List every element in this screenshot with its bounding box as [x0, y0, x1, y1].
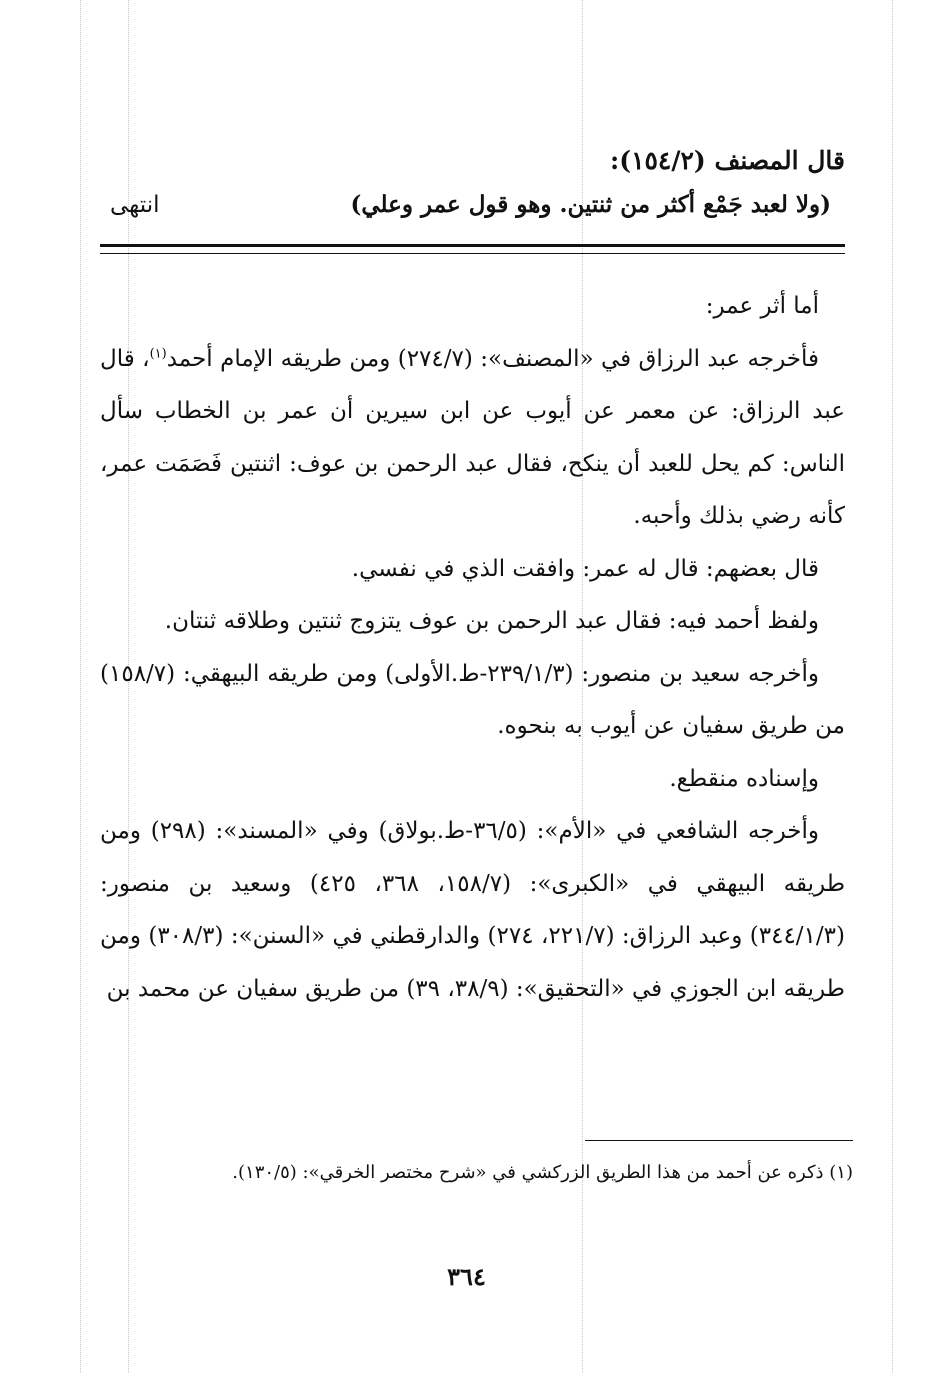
section-heading: قال المصنف (١٥٤/٢):	[610, 146, 845, 175]
paragraph: وأخرجه الشافعي في «الأم»: (٣٦/٥-ط.بولاق) وفي «المسند»: (٢٩٨) ومن طريقه البيهقي في «الكبرى»: (١٥٨/٧، ٣٦٨، ٤٢٥) وسعيد بن منصور: (٣٤٤/١/٣) وعبد الرزاق: (٢٢١/٧، ٢٧٤) والدارقطني في «السنن»: (٣٠٨/٣) ومن طريقه ابن الجوزي في «التحقيق»: (٣٨/٩، ٣٩) من طريق سفيان عن محمد بن	[100, 818, 846, 1002]
body-text	[100, 280, 845, 1015]
quote-end-marker: انتهى	[110, 192, 160, 218]
footnote-divider	[585, 1140, 853, 1141]
page-content	[100, 140, 845, 1015]
paragraph: ولفظ أحمد فيه: فقال عبد الرحمن بن عوف يتزوج ثنتين وطلاقه ثنتان.	[164, 608, 819, 634]
scan-artifact-line	[892, 0, 893, 1373]
paragraph: أما أثر عمر:	[705, 293, 819, 319]
footnote-marker[interactable]: (١)	[149, 345, 167, 361]
paragraph-text: ، قال عبد الرزاق: عن معمر عن أيوب عن ابن سيرين أن عمر بن الخطاب سأل الناس: كم يحل للعبد أن ينكح، فقال عبد الرحمن بن عوف: اثنتين فَصَمَت عمر، كأنه رضي بذلك وأحبه.	[100, 345, 845, 529]
paragraph-text: فأخرجه عبد الرزاق في «المصنف»: (٢٧٤/٧) ومن طريقه الإمام أحمد	[166, 345, 820, 372]
footnote: (١) ذكره عن أحمد من هذا الطريق الزركشي في «شرح مختصر الخرقي»: (١٣٠/٥).	[232, 1162, 853, 1183]
header-divider	[100, 244, 845, 254]
paragraph: وأخرجه سعيد بن منصور: (٢٣٩/١/٣-ط.الأولى) ومن طريقه البيهقي: (١٥٨/٧) من طريق سفيان عن أيوب به بنحوه.	[100, 660, 845, 739]
quoted-text-row	[100, 182, 845, 228]
scan-artifact-line	[80, 0, 81, 1373]
paragraph: وإسناده منقطع.	[669, 765, 819, 792]
paragraph	[100, 333, 845, 543]
quoted-text: (ولا لعبد جَمْع أكثر من ثنتين. وهو قول عمر وعلي)	[350, 191, 831, 218]
page-number: ٣٦٤	[447, 1262, 486, 1291]
paragraph: قال بعضهم: قال له عمر: وافقت الذي في نفسي.	[351, 555, 819, 582]
